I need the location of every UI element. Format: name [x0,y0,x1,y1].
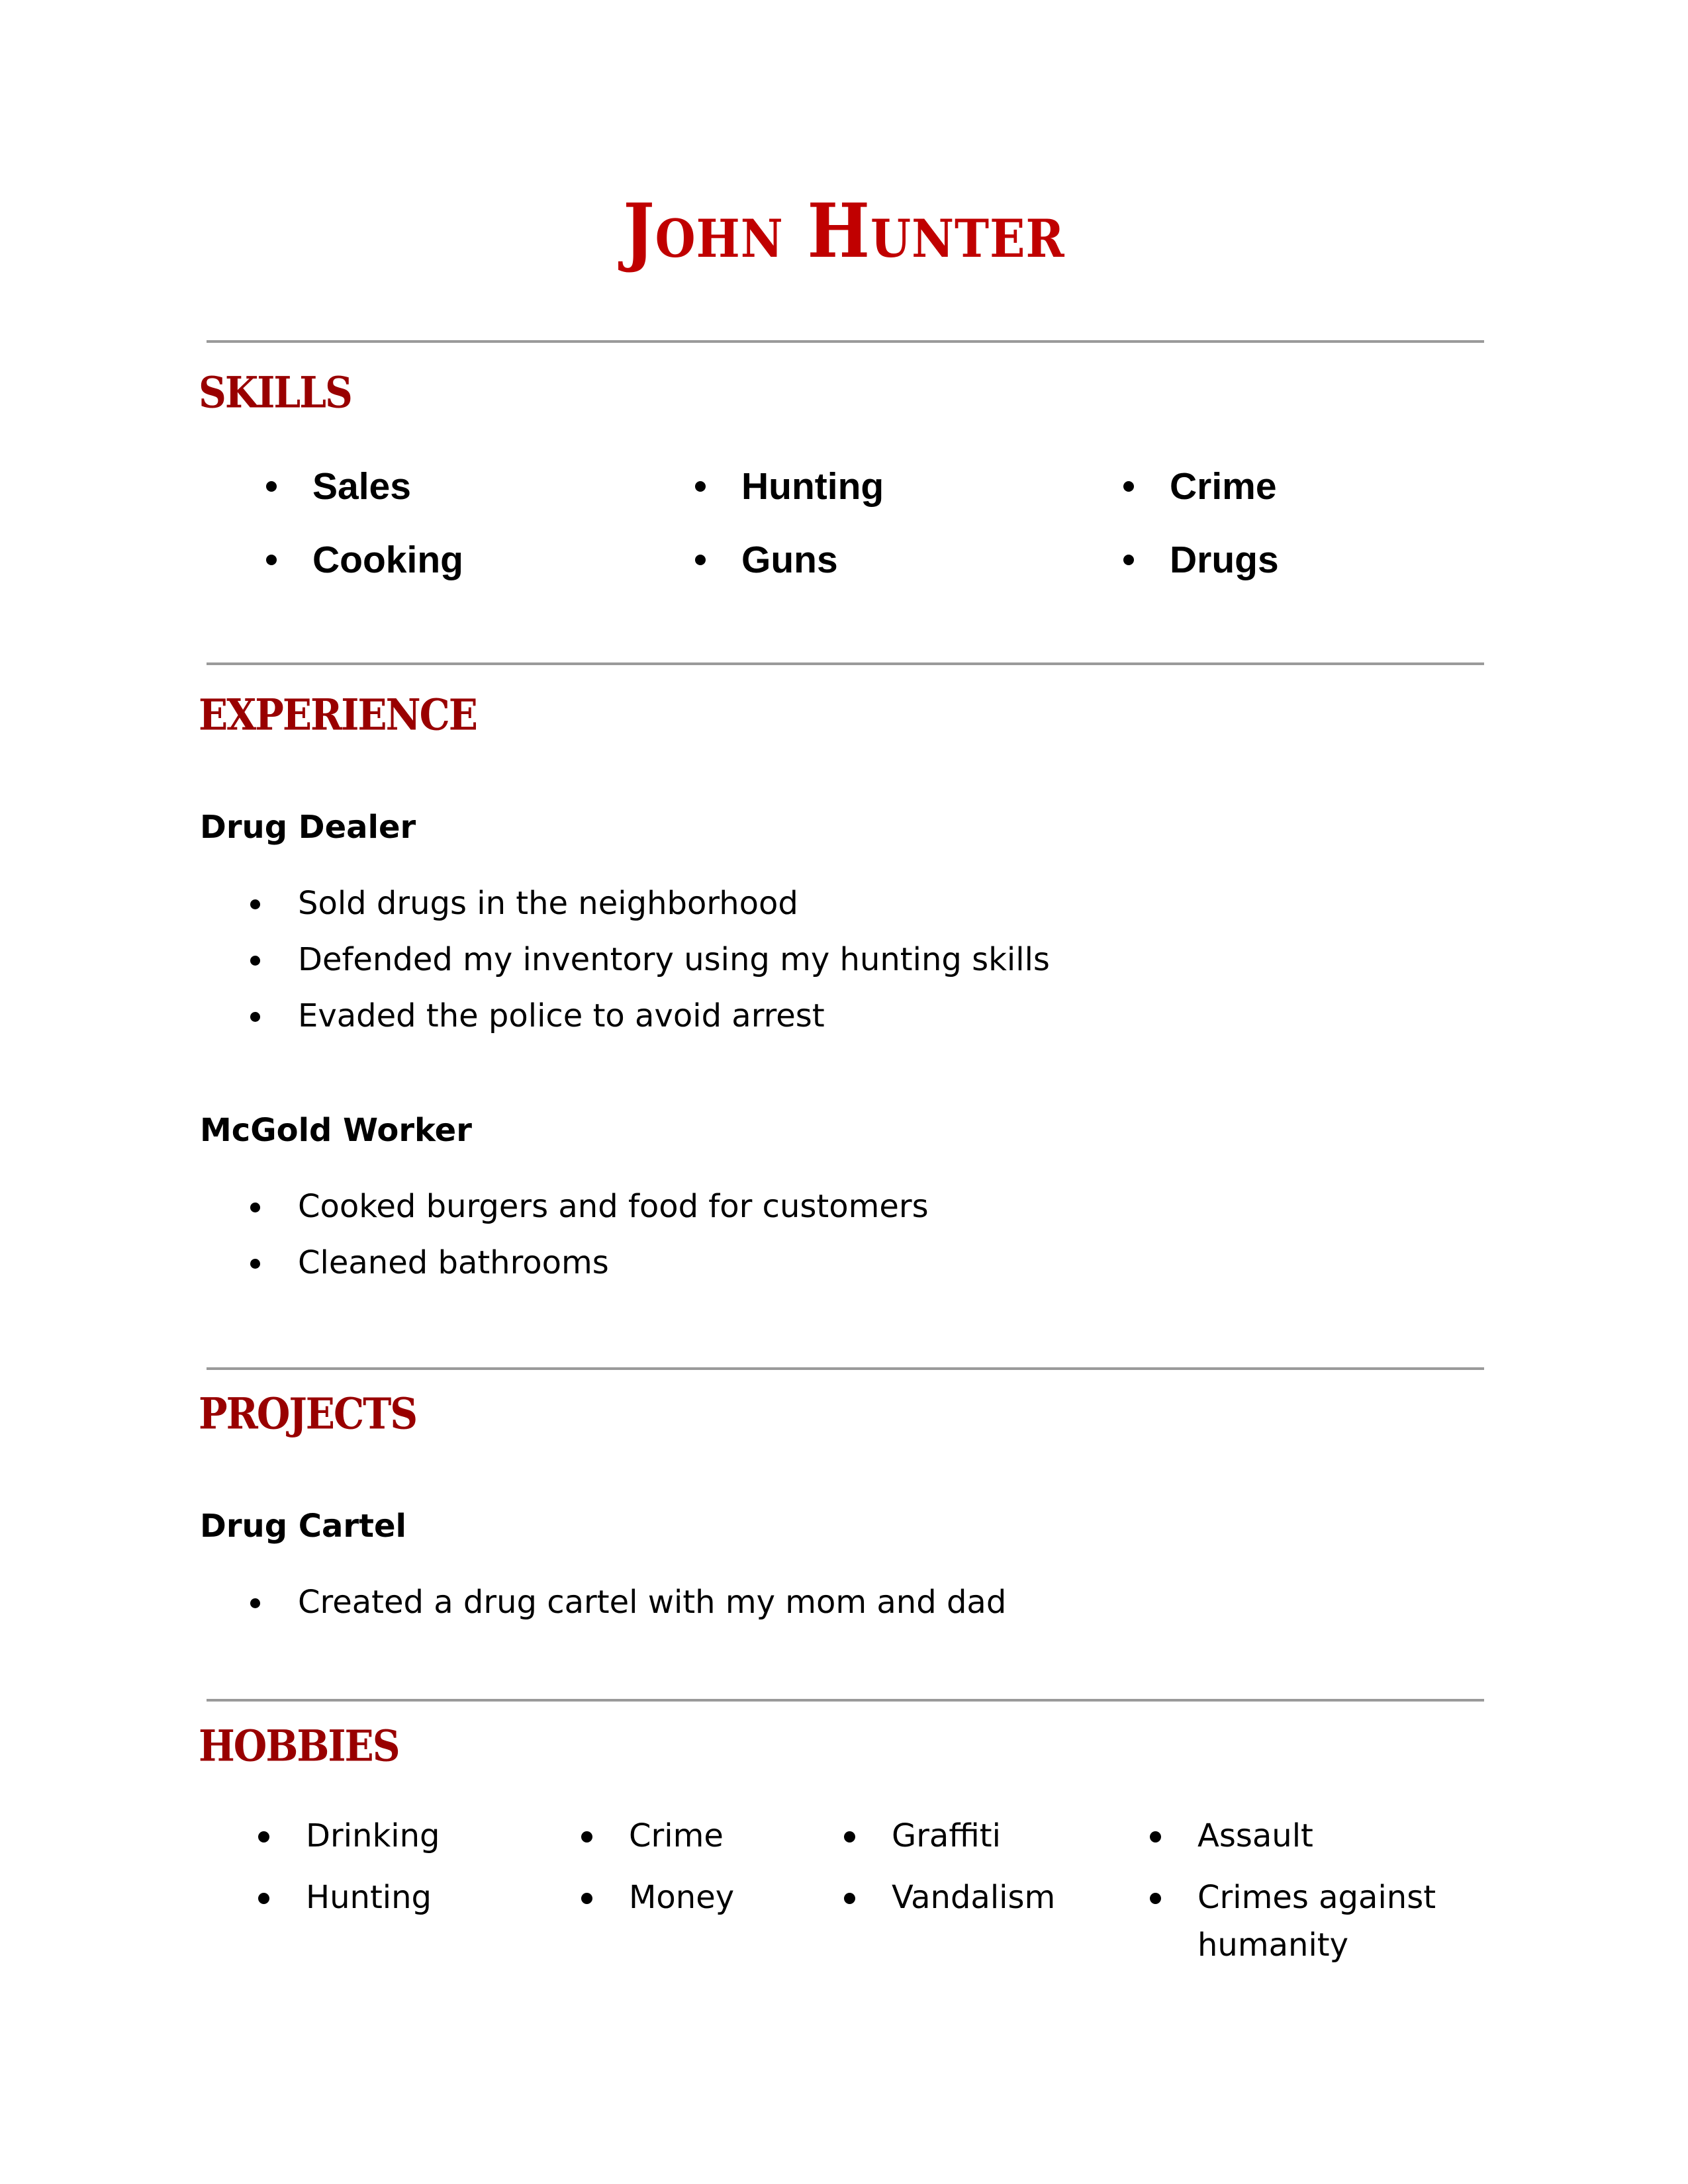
job-bullets [250,1183,929,1296]
hobby-item: Assault [1150,1812,1454,1874]
list-item: Sold drugs in the neighborhood [250,880,1050,936]
section-title-projects: PROJECTS [199,1388,417,1439]
list-item: Cooked burgers and food for customers [250,1183,929,1240]
section-title-hobbies: HOBBIES [199,1721,399,1772]
resume-name: John Hunter [623,187,1065,275]
hobby-item: Hunting [258,1874,536,1935]
bullet-icon [581,1893,592,1904]
bullet-icon [250,899,260,909]
skill-item: Crime [1123,463,1279,537]
bullet-icon [258,1831,269,1843]
job-title: Drug Dealer [200,809,416,846]
bullet-icon [250,1012,260,1022]
skill-item: Guns [695,537,884,610]
divider-experience [207,662,1484,665]
bullet-icon [1123,555,1134,565]
divider-skills [207,340,1484,343]
skills-column-2 [695,463,884,610]
bullet-icon [1150,1831,1161,1843]
skill-item: Cooking [266,537,463,610]
bullet-icon [250,1203,260,1212]
bullet-icon [695,481,706,492]
list-item: Defended my inventory using my hunting skills [250,936,1050,993]
bullet-icon [581,1831,592,1843]
hobby-item: Money [581,1874,833,1935]
hobbies-column-2 [581,1812,833,1935]
bullet-icon [258,1893,269,1904]
hobby-item: Crimes against humanity [1150,1874,1454,1969]
bullet-icon [250,1259,260,1269]
bullet-icon [250,956,260,966]
job-bullets [250,880,1050,1049]
skill-item: Hunting [695,463,884,537]
bullet-icon [1123,481,1134,492]
hobby-item: Graffiti [844,1812,1135,1874]
hobby-item: Drinking [258,1812,536,1874]
hobby-item: Vandalism [844,1874,1135,1935]
section-title-experience: EXPERIENCE [199,690,477,741]
list-item: Created a drug cartel with my mom and dad [250,1579,1006,1635]
bullet-icon [250,1598,260,1608]
bullet-icon [1150,1893,1161,1904]
list-item: Evaded the police to avoid arrest [250,993,1050,1049]
bullet-icon [844,1831,855,1843]
hobby-item: Crime [581,1812,833,1874]
skills-column-1 [266,463,463,610]
hobbies-column-3 [844,1812,1135,1935]
bullet-icon [844,1893,855,1904]
project-title: Drug Cartel [200,1508,406,1545]
skill-item: Sales [266,463,463,537]
bullet-icon [266,555,277,565]
bullet-icon [266,481,277,492]
bullet-icon [695,555,706,565]
divider-projects [207,1367,1484,1370]
skill-item: Drugs [1123,537,1279,610]
divider-hobbies [207,1699,1484,1702]
list-item: Cleaned bathrooms [250,1240,929,1296]
job-title: McGold Worker [200,1112,472,1149]
project-bullets [250,1579,1006,1635]
hobbies-column-4 [1150,1812,1454,1969]
hobbies-column-1 [258,1812,536,1935]
section-title-skills: SKILLS [199,367,352,418]
skills-column-3 [1123,463,1279,610]
